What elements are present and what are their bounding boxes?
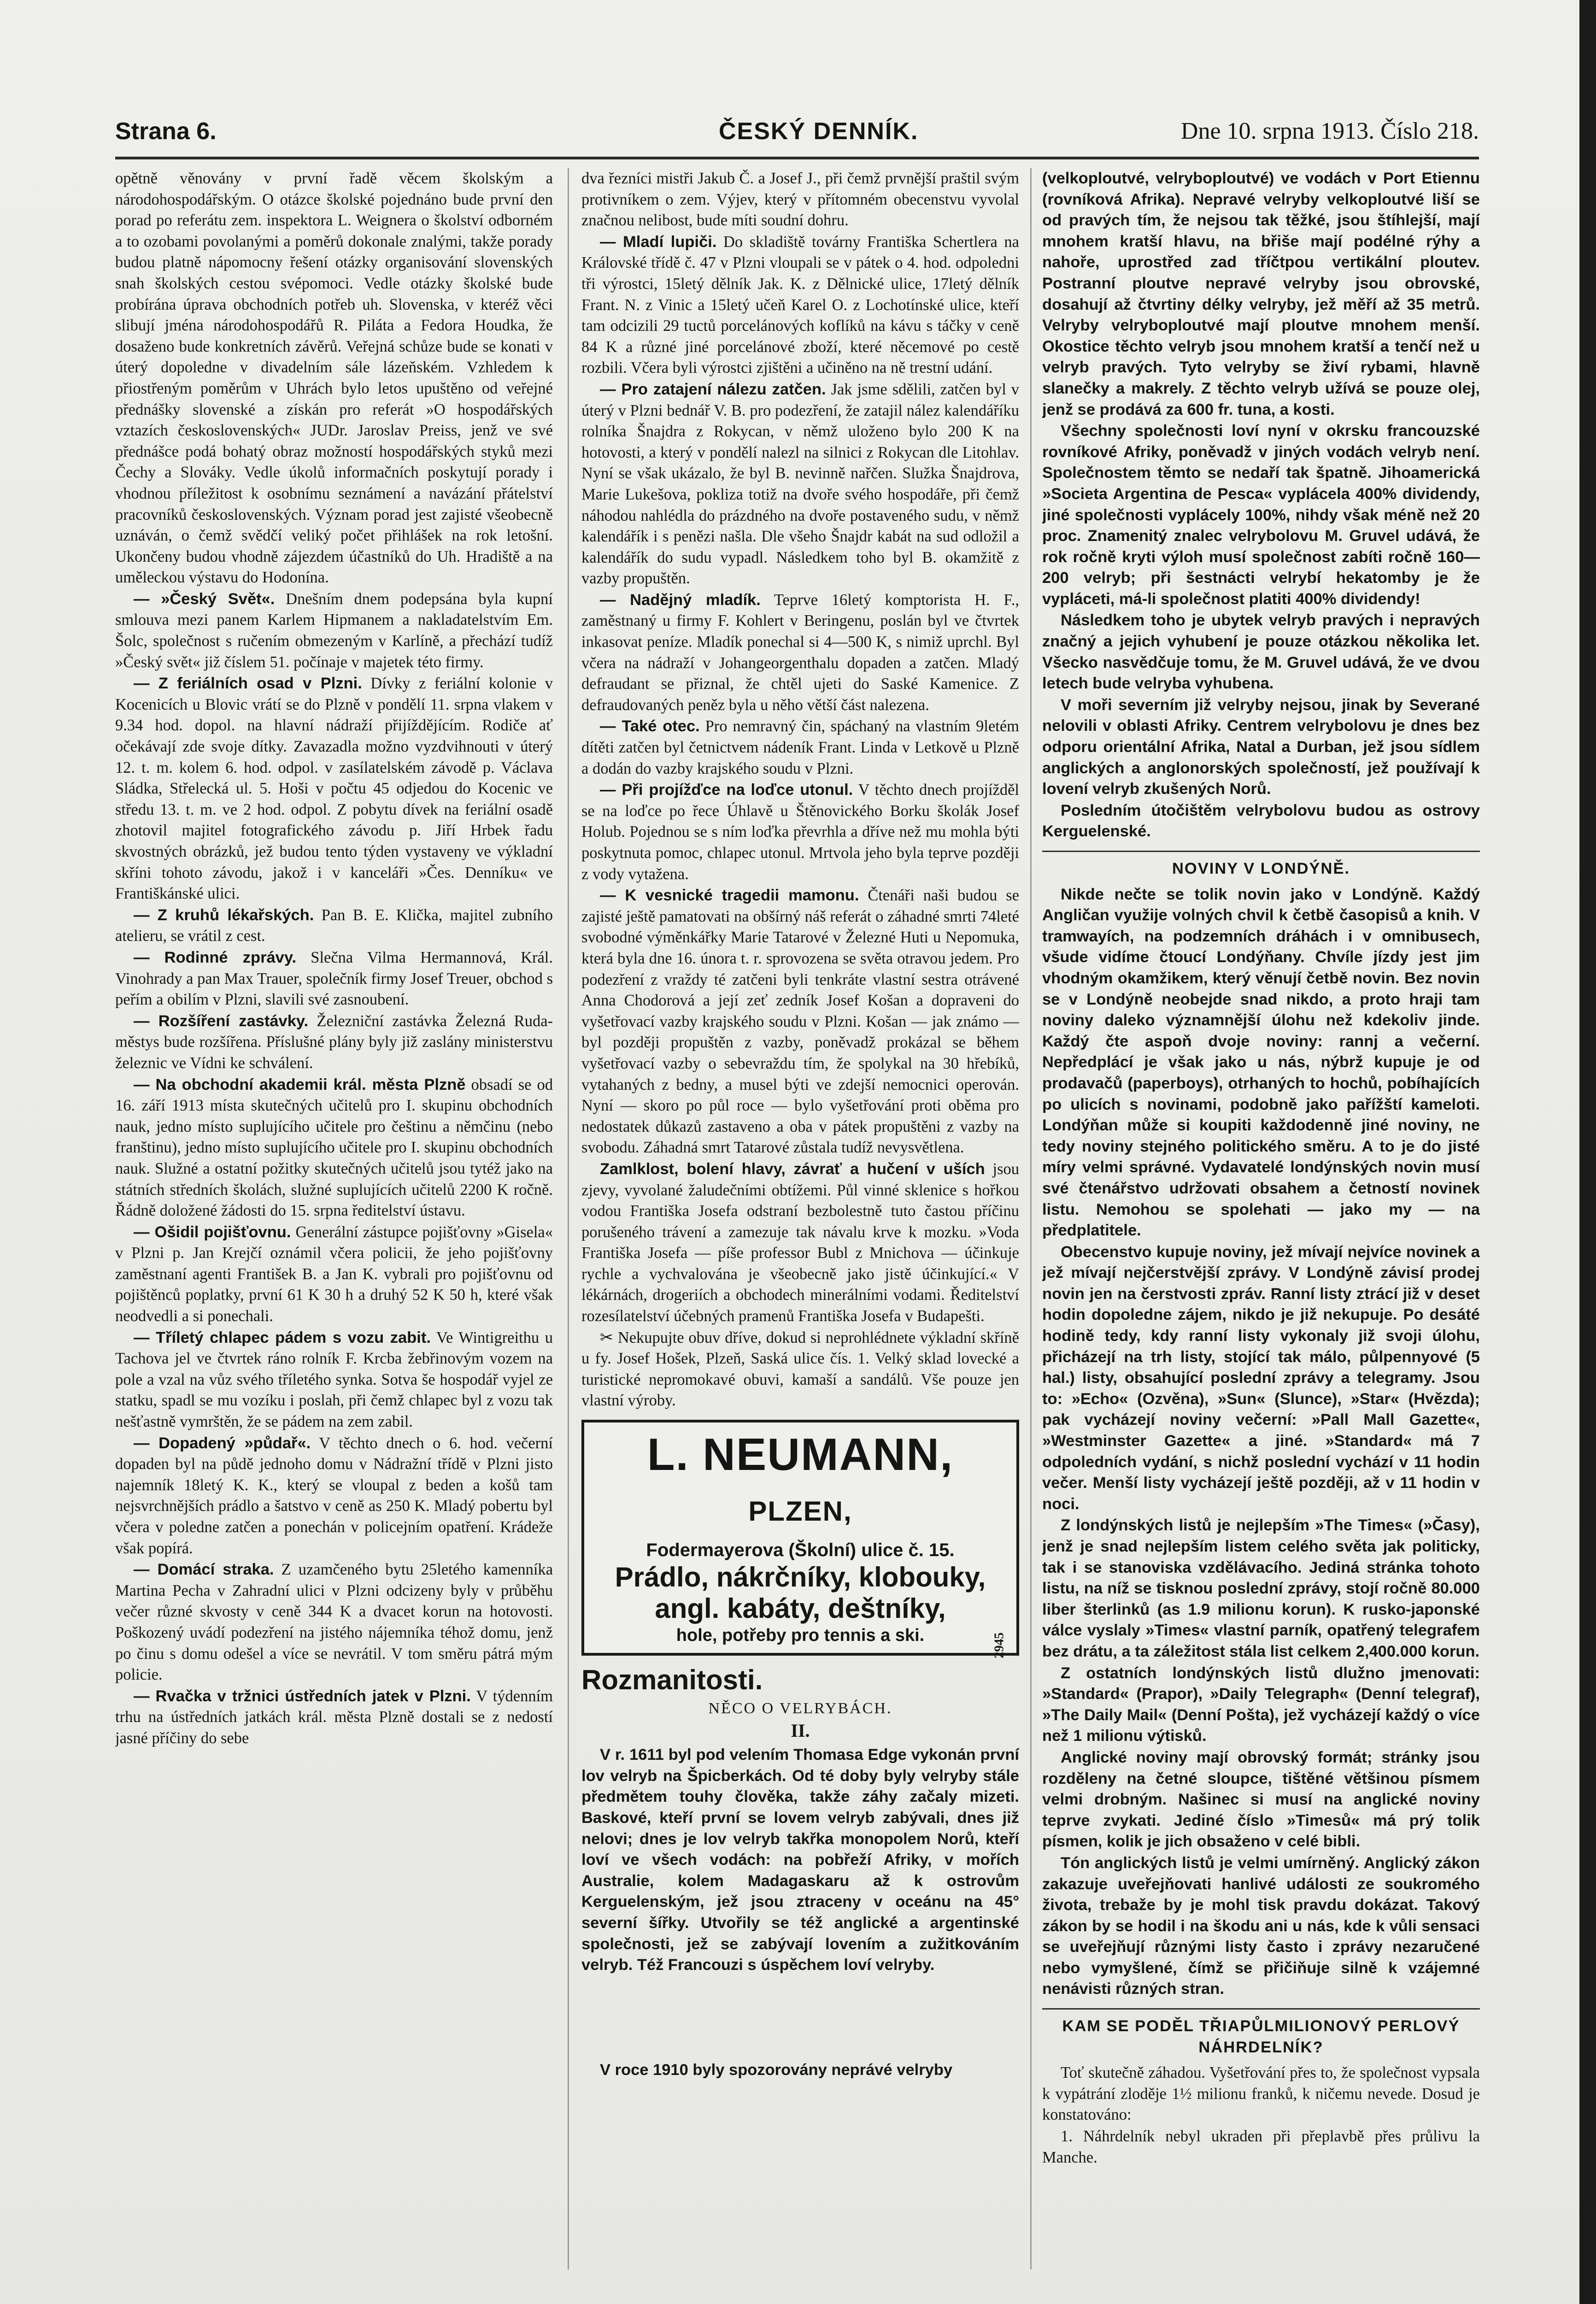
- news-item: [581, 716, 1019, 779]
- article-bold-text: Z ostatních londýnských listů dlužno jmenovati: »Standard« (Prapor), »Daily Telegraph« (Denní telegraf), »The Daily Mail« (Denní Pošta), jež vycházejí každý o více než 1 milionu výtisků.: [1042, 1664, 1480, 1745]
- column-3: [1042, 168, 1480, 2288]
- news-title: — Dopadený »půdař«.: [134, 1434, 311, 1452]
- news-text: Železniční zastávka Železná Ruda-městys bude rozšířena. Příslušné plány byly již zaslány ministerstvu železnic ve Vídni ke schválení.: [115, 1012, 553, 1072]
- news-item: [115, 905, 553, 947]
- news-text: Pan B. E. Klička, majitel zubního atelieru, se vrátil z cest.: [115, 906, 553, 945]
- article-bold-text: Obecenstvo kupuje noviny, jež mívají nejvíce novinek a jež mívají nejčerstvější zprávy. V Londýně závisí prodej novin jen na čerstvosti zpráv. Ranní listy ztrácí již v deset hodin dopoledne zájem, nikdo je již nekupuje. Po desáté hodině tedy, kdy ranní listy vykonaly již svoji úlohu, přicházejí na trh listy, stojící tak málo, půlpennyové (5 hal.) listy, obsahující poslední zprávy a telegramy. Jsou to: »Echo« (Ozvěna), »Sun« (Slunce), »Star« (Hvězda); pak vycházejí noviny večerní: »Pall Mall Gazette«, »Westminster Gazette« a jiné. »Standard« má 7 odpoledních vydání, s nichž poslední vychází v 11 hodin večer. Menší listy vycházejí ještě později, až v 11 hodin v noci.: [1042, 1243, 1480, 1513]
- news-item: [581, 780, 1019, 885]
- masthead: ČESKÝ DENNÍK.: [719, 118, 919, 145]
- news-text: Z uzamčeného bytu 25letého kamenníka Martina Pecha v Zahradní ulici v Plzni odcizeny byly v průběhu večer různé skvosty v ceně 344 K a dvacet korun na hotovosti. Poškozený uvádí podezření na jistého nájemníka téhož domu, jenž po činu s domu odešel a více se nevrátil. V tom směru pátrá mým policie.: [115, 1561, 553, 1684]
- news-text: Čtenáři naši budou se zajisté ještě pamatovati na obšírný náš referát o záhadné smrti 74leté svobodné výměnkářky Marie Tatarové v Železné Huti u Nepomuka, která byla dne 16. února t. r. sprovozena se světa otravou jedem. Pro podezření z vraždy té zatčeni byli tenkráte vlastní sestra otrávené Anna Chodorová a její zeť zedník Josef Košan a dopraveni do vyšetřovací vazby krajského soudu v Plzni. Košan — jak známo — byl později propuštěn z vazby, poněvadž prokázal se během vyšetřovací vazby o sebevraždu tím, že spolykal na 30 hřebíků, vytahaných z bedny, a musel býti ve zdejší nemocnici operován. Nyní — skoro po půl roce — bylo vyšetřování proti oběma pro nedostatek důkazů zastaveno a oba v pátek propuštěni z vazby na svobodu. Záhadná smrt Tatarové zůstala tudíž nevysvětlena.: [581, 887, 1019, 1157]
- news-text: Dnešním dnem podepsána byla kupní smlouva mezi panem Karlem Hipmanem a nakladatelstvím Em. Šolc, společnost s ručením obmezeným v Karlíně, a přechází tudíž »Český svět« již číslem 51. počínaje v majetek této firmy.: [115, 590, 553, 671]
- neumann-advert: [581, 1420, 1019, 1659]
- article-bold-text: (velkoploutvé, velryboploutvé) ve vodách v Port Etiennu (rovníková Afrika). Nepravé velryby velkoploutvé liší se od pravých tím, že nejsou tak těžké, jsou štíhlejší, mají mnohem kratší hlavu, na břiše mají podélné rýhy a nahoře, uprostřed zad tříčtpou vertikální ploutev. Postranní ploutve nepravé velryby jsou obrovské, dosahují až čtvrtiny délky velryby, jež měří až 35 metrů. Velryby velryboploutvé mají ploutve mnohem menší. Okostice těchto velryb jsou mnohem kratší a tenčí než u velryb pravých. Tyto velryby se živí rybami, hlavně slanečky a makrely. Z těchto velryb užívá se pouze olej, jenž se prodává za 600 fr. tuna, a kosti.: [1042, 170, 1480, 418]
- news-item: [115, 1328, 553, 1433]
- advert-text: Nekupujte obuv dříve, dokud si neprohlédnete výkladní skříně u fy. Josef Hošek, Plzeň, Saská ulice čís. 1. Velký sklad lovecké a turistické nepromokavé obuvi, kamaší a sandálů. Vše pouze jen vlastní výroby.: [581, 1328, 1019, 1410]
- news-text: obsadí se od 16. září 1913 místa skutečných učitelů pro I. skupinu obchodních nauk, jedno místo suplujícího učitele pro češtinu a němčinu (nebo franštinu), jedno místo suplujícího učitele pro I. skupinu obchodních nauk. Služné a ostatní požitky skutečných učitelů jsou tytéž jako na státních středních školách, služné suplujících učitelů 2200 K ročně. Řádně doložené žádosti do 15. srpna ředitelství ústavu.: [115, 1076, 553, 1220]
- news-title: — Tříletý chlapec pádem s vozu zabit.: [134, 1328, 431, 1346]
- column-2: [581, 168, 1019, 2288]
- section-number: II.: [791, 1720, 810, 1741]
- ad-city: PLZEN,: [748, 1496, 852, 1527]
- news-title: — Pro zatajení nálezu zatčen.: [600, 380, 826, 398]
- page-header: [115, 118, 1479, 154]
- date-issue: Dne 10. srpna 1913. Číslo 218.: [1180, 118, 1479, 144]
- news-item: [581, 232, 1019, 379]
- news-title: — Při projížďce na loďce utonul.: [600, 781, 853, 799]
- news-item: [115, 1075, 553, 1222]
- subheading-pearl-necklace: KAM SE PODĚL TŘIAPŮLMILIONOVÝ PERLOVÝ NÁHRDELNÍK?: [1042, 2008, 1480, 2058]
- news-title: — Z feriálních osad v Plzni.: [134, 675, 362, 693]
- news-item: [115, 673, 553, 905]
- article-text: [1042, 1747, 1480, 1852]
- news-title: — »Český Svět«.: [134, 590, 275, 608]
- news-text: Do skladiště továrny Františka Schertlera na Královské třídě č. 47 v Plzni vloupali se v pátek o 4. hod. odpoledni tři výrostci, 15letý dělník Jak. K. z Dělnické ulice, 17letý dělník Frant. N. z Vinic a 15letý učeň Karel O. z Lochotínské ulice, kteří tam odcizili 29 tuctů porcelánových koflíků na kávu s táčky v ceně 84 K a různé jiné porcelánové zboží, které něcemové po cestě rozbili. Včera byli výrostci zjištěni a učiněno na ně trestní udání.: [581, 233, 1019, 377]
- news-text: Generální zástupce pojišťovny »Gisela« v Plzni p. Jan Krejčí oznámil včera policii, že jeho pojišťovny zaměstnaní agenti František B. a Jan K. vybrali pro pojišťovnu od pojištěnců poplatky, první 61 K 30 h a druhý 52 K 50 h, které však neodvedli a si ponechali.: [115, 1223, 553, 1325]
- news-item: [115, 1222, 553, 1327]
- column-1: [115, 168, 553, 2288]
- article-text: Toť skutečně záhadou. Vyšetřování přes to, že společnost vypsala k vypátrání zloděje 1½ milionu franků, k ničemu nevede. Dosud je konstatováno:: [1042, 2064, 1480, 2124]
- page-number: Strana 6.: [115, 118, 217, 145]
- shoe-advert: [581, 1328, 1019, 1411]
- news-title: — Mladí lupiči.: [600, 233, 717, 251]
- news-text: Jak jsme sdělili, zatčen byl v úterý v Plzni bednář V. B. pro podezření, že zatajil nález kalendáříku rolníka Šnajdra z Rokycan, v němž uloženo bylo 200 K na hotovosti, a který v pondělí nalezl na silnici z Rokycan dle Litohlav. Nyní se však ukázalo, že byl B. nevinně nařčen. Služka Šnajdrova, Marie Lukešova, pokliza totiž na dvoře svého hospodáře, při čemž náhodou nahlédla do prázdného na dvoře postaveného sudu, v němž kalendářík i s penězi našla. Dle všeho Šnajdr kabát na sud odložil a kalendářík do sudu vypadl. Následkem toho byl B. okamžitě z vazby propuštěn.: [581, 380, 1019, 588]
- article-text: [1042, 1515, 1480, 1662]
- news-item: [115, 1011, 553, 1074]
- advert-title: Zamlklost, bolení hlavy, závrať a hučení v uších: [600, 1160, 985, 1178]
- scissors-icon: ✂: [600, 1328, 613, 1346]
- news-text: Ve Wintigreithu u Tachova jel ve čtvrtek ráno rolník F. Krcba žebřinovým vozem na pole a vzal na vůz svého tříletého synka. Sotva še hospodář vyjel ze statku, spadl se mu vozíku i poslah, při čemž chlapec byl z vozu tak nešťastně vymrštěn, že se pádem na zem zabil.: [115, 1328, 553, 1431]
- article-text: [581, 1745, 1019, 1976]
- article-text: opětně věnovány v první řadě věcem školským a národohospodářským. O otázce školské pojednáno bude první den porad po referátu zem. inspektora L. Weignera o školství odborném a to ozobami povolanými a poměrů dokonale znalými, takže porady budou platně nápomocny řešení otázky organisování slovenských snah školských cestou svépomoci. Vedle otázky školské bude probírána úprava obchodních potřeb uh. Slovenska, v kteréž věci slibují jména národohospodářů R. Piláta a Fedora Houdka, že dosaženo bude konkretních závěrů. Veřejná schůze bude se konati v úterý dopoledne v divadelním sále lázeňském. Vzhledem k přiostřeným poměrům v Uhrách bylo letos upuštěno od veřejné přednášky slovenské a získán pro referát »O hospodářských vztazích československých« JUDr. Jaroslav Preiss, jenž ve své přednášce podá bohatý obraz možností hospodářských styků mezi Čechy a Slováky. Vedle úkolů informačních poskytují porady i vhodnou příležitost k osobnímu seznámení a navázání přátelství pracovníků československých. Význam porad jest zajisté všeobecně uznáván, o čemž svědčí veliký počet přihlášek na rok letošní. Ukončeny budou vhodně zájezdem účastníků do Uh. Hradiště a na uměleckou výstavu do Hodonína.: [115, 170, 553, 587]
- news-item: [115, 947, 553, 1011]
- news-item: [581, 379, 1019, 589]
- news-item: [581, 590, 1019, 716]
- news-text: Slečna Vilma Hermannová, Král. Vinohrady a pan Max Trauer, společník firmy Josef Treuer, obchod s peřím a obilím v Plzni, slavili své zasnoubení.: [115, 948, 553, 1009]
- article-text: dva řezníci mistři Jakub Č. a Josef J., při čemž prvnější praštil svým protivníkem o zem. Výjev, který v přítomném obecenstvu vyvolal značnou nelibost, bude míti soudní dohru.: [581, 170, 1019, 229]
- section-subtitle: NĚCO O VELRYBÁCH.: [708, 1700, 892, 1717]
- news-title: — Ošidil pojišťovnu.: [134, 1223, 291, 1241]
- news-text: V těchto dnech o 6. hod. večerní dopaden byl na půdě jednoho domu v Nádražní třídě v Plzni jisto najemník 18letý K. K., který se vloupal z beden a košů tam nejsvrchnějších prádlo a šatstvo v ceně as 250 K. Mladý pobertu byl včera v poledne zatčen a ponechán v policejním opatření. Krádeže však popírá.: [115, 1434, 553, 1557]
- ad-misc: hole, potřeby pro tennis a ski.: [676, 1626, 925, 1646]
- article-bold-text: Anglické noviny mají obrovský formát; stránky jsou rozděleny na četné sloupce, tištěné většinou písmem velmi drobným. Našinec si musí na anglické noviny teprve zvykati. Jediné číslo »Timesů« má prý tolik písmen, kolik je jich obsaženo v celé bibli.: [1042, 1748, 1480, 1851]
- news-title: — Rvačka v tržnici ústředních jatek v Plzni.: [134, 1687, 471, 1705]
- article-bold-text: Tón anglických listů je velmi umírněný. Anglický zákon zakazuje uveřejňovati hanlivé události ze soukromého života, trebaže by je mohl tisk pravdu dokázat. Takový zákon by se hodil i na škodu ani u nás, kde k vůli sensaci se uveřejňují různými listy často i zprávy nezaručené nebo vymyšlené, čímž se přičiňuje silně k vzájemné nenávisti různých stran.: [1042, 1854, 1480, 1998]
- section-title: Rozmanitosti.: [581, 1664, 763, 1696]
- article-bold-text: Všechny společnosti loví nyní v okrsku francouzské rovníkové Afriky, poněvadž v jiných vodách velryb není. Společnostem těmto se nedaří tak špatně. Jihoamerická »Societa Argentina de Pesca« vyplácela 400% dividendy, jiné společnosti vyplácely 100%, nihdy však méně než 20 proc. Znamenitý znalec velrybolovu M. Gruvel udává, že rok ročně kryti výloh musí společnost zabíti ročně 160—200 velryb; při šestnácti velrybí hekatomby je že vypláceti, má-li společnost platiti 400% dividendy!: [1042, 422, 1480, 608]
- news-title: — Na obchodní akademii král. města Plzně: [134, 1076, 466, 1093]
- news-item: [115, 1559, 553, 1686]
- article-text: [581, 2060, 1019, 2081]
- article-text: [1042, 168, 1480, 420]
- ad-address: Fodermayerova (Školní) ulice č. 15.: [646, 1540, 955, 1561]
- news-text: V těchto dnech projížděl se na loďce po řece Úhlavě u Štěnovického Borku školák Josef Holub. Pojednou se s ním loďka převrhla a dříve než mu mohla býti poskytnuta pomoc, chlapec utonul. Mrtvola jeho byla teprve později z vody vytažena.: [581, 781, 1019, 883]
- news-title: — Z kruhů lékařských.: [134, 906, 314, 924]
- article-text: [1042, 610, 1480, 694]
- ad-brand-name: L. NEUMANN,: [647, 1429, 954, 1480]
- ad-brand: [589, 1429, 1012, 1537]
- news-text: Dívky z feriální kolonie v Kocenicích u Blovic vrátí se do Plzně v pondělí 11. srpna vlakem v 9.34 hod. dopol. na hlavní nádraží přijíždějícím. Rodiče ať očekávají zde svoje dítky. Zavazadla možno vyzdvihnouti v úterý 12. t. m. kolem 6. hod. odpol. v zasílatelském závodě p. Václava Sládka, Střelecká ul. 5. Hoši v počtu 45 odjedou do Kocenic ve středu 13. t. m. ve 2 hod. odpol. Z pobytu dívek na feriální osadě zhotovil majitel fotografického závodu p. Jiří Hrbek řadu skvostných obrázků, jež budou tento týden vystaveny ve výkladní skříni tohoto závodu, jakož i v kanceláři »Čes. Denníku« ve Františkánské ulici.: [115, 675, 553, 903]
- article-bold-text: Nikde nečte se tolik novin jako v Londýně. Každý Angličan využije volných chvil k četbě časopisů a knih. V tramwayích, na podzemních dráhách i v omnibusech, všude vidíme čtoucí Londýňany. Chvíle jízdy jest jim vhodným okamžikem, který věnují četbě novin. Bez novin se v Londýně neobejde snad nikdo, a proto hraji tam noviny daleko významnější úlohu než kdekoliv jinde. Každý čte aspoň dvoje noviny: rannj a večerní. Nepředplácí je však jako u nás, nýbrž kupuje je od prodavačů (paperboys), otrhaných to hochů, pobíhajících po ulicích s novinami, podobně jako pařížští kameloti. Londýňan může si koupiti každodenně jiné noviny, ne tedy noviny stejného politického směru. A to je do jisté míry velmi správné. Vydavatelé londýnských novin musí své čtenářstvo udržovati obsahem a četností novinek listu. Nemohou se spolehati — jako my — na předplatitele.: [1042, 885, 1480, 1240]
- article-text: [1042, 1242, 1480, 1515]
- news-item: [115, 1433, 553, 1559]
- article-bold-text: Z londýnských listů je nejlepším »The Times« (»Časy), jenž je snad nejlepším listem celého světa jak politicky, tak i se stanoviska vzdělávacího. Jediná stránka tohoto listu, na níž se tisknou poslední zprávy, stojí ročně 80.000 liber šterlinků (as 1.9 milionu korun). K rusko-japonské válce vyslaly »Times« vlastní parník, opatřený telegrafem bez drátu, a ta záležitost stála list celkem 2,400.000 korun.: [1042, 1516, 1480, 1660]
- article-bold-text: Posledním útočištěm velrybolovu budou as ostrovy Kerguelenské.: [1042, 801, 1480, 840]
- article-text: [1042, 1853, 1480, 2000]
- article-text: 1. Náhrdelník nebyl ukraden při přeplavbě přes průlivu la Manche.: [1042, 2128, 1480, 2166]
- column-separator: [1030, 168, 1032, 2269]
- column-separator: [568, 168, 569, 2269]
- news-item: [581, 885, 1019, 1158]
- header-rule: [115, 157, 1479, 159]
- news-title: — Rozšíření zastávky.: [134, 1012, 309, 1030]
- article-bold-text: V r. 1611 byl pod velením Thomasa Edge vykonán první lov velryb na Špicberkách. Od té doby byly velryby stále předmětem touhy člověka, takže záhy začaly mizeti. Baskové, kteří první se lovem velryb zabývali, dnes již nelovi; dnes je lov velryb takřka monopolem Norů, kteří loví ve všech vodách: na pobřeží Afriky, v mořích Australie, kolem Madagaskaru až k ostrovům Kerguelenským, jež jsou ztraceny v oceánu na 45° severní šířky. Utvořily se též anglické a argentinské společnosti, jež se zabývají lovením a zužitkováním velryb. Též Francouzi s úspěchem loví velryby.: [581, 1746, 1019, 1974]
- article-text: [1042, 800, 1480, 842]
- news-title: — K vesnické tragedii mamonu.: [600, 887, 859, 905]
- news-text: V týdenním trhu na ústředních jatkách král. města Plzně dostali se z nedostí jasné příčiny do sebe: [115, 1687, 553, 1747]
- news-title: — Domácí straka.: [134, 1561, 274, 1579]
- article-text: [1042, 884, 1480, 1241]
- news-title: — Nadějný mladík.: [600, 591, 761, 609]
- column-2-last-line: [581, 2060, 1019, 2087]
- news-title: — Rodinné zprávy.: [134, 948, 297, 966]
- news-item: [115, 589, 553, 673]
- ad-code: 2945: [992, 1633, 1007, 1659]
- news-item: [115, 1686, 553, 1749]
- article-bold-text: V roce 1910 byly spozorovány neprávé velryby: [600, 2061, 953, 2079]
- advert-item: [581, 1159, 1019, 1327]
- article-bold-text: V moři severním již velryby nejsou, jinak by Severané nelovili v oblasti Afriky. Centrem velrybolovu je dnes bez odporu orientální Afrika, Natal a Durban, jež jsou sídlem anglických a anglonorských společností, jež používají k lovení velryb zkušených Norů.: [1042, 696, 1480, 798]
- subheading-london-newspapers: NOVINY V LONDÝNĚ.: [1042, 851, 1480, 880]
- article-bold-text: Následkem toho je ubytek velryb pravých i nepravých značný a jejich vyhubení je pouze otázkou několika let. Všecko nasvědčuje tomu, že M. Gruvel udává, že ve dvou letech bude velryba vyhubena.: [1042, 611, 1480, 693]
- news-text: Pro nemravný čin, spáchaný na vlastním 9letém dítěti zatčen byl četnictvem nádeník Frant. Linda v Letkově u Plzně a dodán do vazby krajského soudu v Plzni.: [581, 717, 1019, 777]
- news-title: — Také otec.: [600, 717, 700, 735]
- article-text: [1042, 695, 1480, 800]
- advert-text: jsou zjevy, vyvolané žaludečními obtížemi. Půl vinné sklenice s hořkou vodou Františka Josefa odstraní bezbolestně tuto častou příčinu porušeného trávení a zamezuje tak návalu krve k mozku. »Voda Františka Josefa — píše professor Bubl z Mnichova — účinkuje rychle a vychvalována je všeobecně jako jistě účinkující.« V lékárnách, drogeriích a obchodech minerálními vodami. Ředitelství rozesílatelství účebných pramenů Františka Josefa v Budapešti.: [581, 1160, 1019, 1325]
- article-text: [1042, 421, 1480, 610]
- ad-goods: Prádlo, nákrčníky, klobouky, angl. kabáty, deštníky,: [615, 1562, 986, 1624]
- news-text: Teprve 16letý komptorista H. F., zaměstnaný u firmy F. Kohlert v Beringenu, poslán byl ve čtvrtek inkasovat peníze. Mladík ponechal si 4—500 K, s nimiž uprchl. Byl včera na nádraží v Johangeorgenthalu dopaden a zatčen. Mladý defraudant se přiznal, že chtěl ujeti do Saské Kamenice. Z defraudovaných peněz byla u něho větší část nalezena.: [581, 591, 1019, 714]
- scan-edge: [1579, 0, 1596, 2304]
- article-text: [1042, 1663, 1480, 1747]
